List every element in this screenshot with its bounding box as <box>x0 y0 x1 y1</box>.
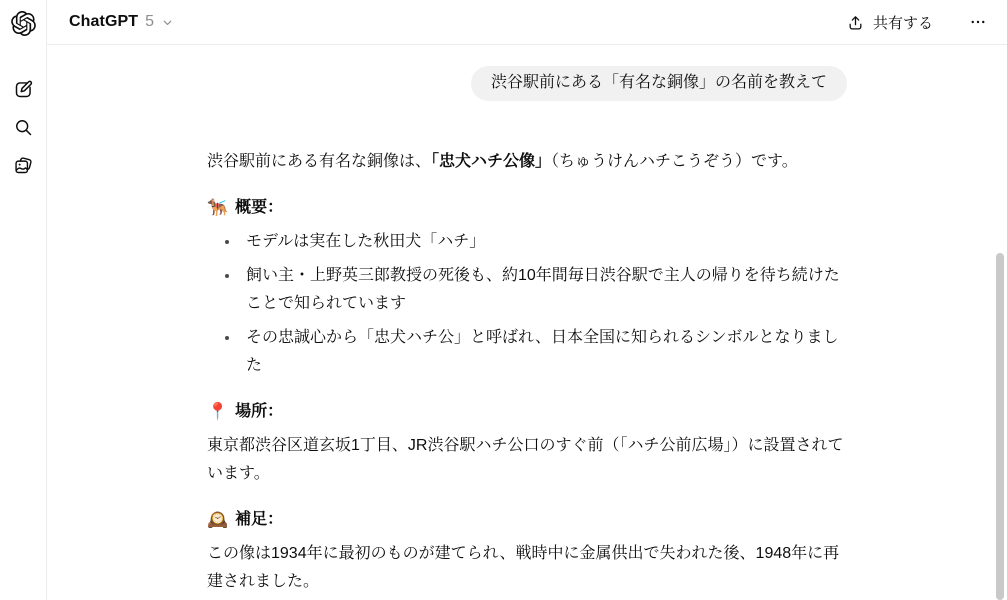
openai-logo[interactable] <box>6 6 40 40</box>
new-chat-icon <box>13 79 34 100</box>
section-note-body: この像は1934年に最初のものが建てられ、戦時中に金属供出で失われた後、1948年に再建されました。 <box>207 545 840 590</box>
user-message-bubble: 渋谷駅前にある「有名な銅像」の名前を教えて <box>471 66 847 101</box>
chat-scroll-area[interactable] <box>47 45 1007 600</box>
library-icon <box>13 155 34 176</box>
more-icon <box>969 13 987 31</box>
pushpin-emoji: 📍 <box>207 402 229 421</box>
top-bar-right <box>841 8 989 37</box>
sidebar-rail <box>0 0 47 600</box>
list-item: • その忠誠心から「忠犬ハチ公」と呼ばれ、日本全国に知られるシンボルとなりました <box>240 324 847 380</box>
list-item: • 飼い主・上野英三郎教授の死後も、約10年間毎日渋谷駅で主人の帰りを待ち続けたことで知られています <box>240 262 847 318</box>
assistant-intro <box>207 148 847 176</box>
conversation-options-button[interactable] <box>967 11 989 33</box>
section-overview-title: 概要： <box>235 199 284 216</box>
clock-emoji: 🕰️ <box>207 510 229 529</box>
section-location-title: 場所： <box>235 403 284 420</box>
openai-logo-icon <box>11 11 36 36</box>
model-switcher[interactable] <box>67 9 176 35</box>
overview-bullet-list <box>207 228 847 380</box>
app-name: ChatGPT <box>69 13 139 30</box>
dog-emoji: 🐕‍🦺 <box>207 198 229 217</box>
section-overview-heading <box>207 194 847 222</box>
intro-bold: 「忠犬ハチ公像」 <box>431 153 552 170</box>
section-note-title: 補足： <box>235 511 284 528</box>
upload-icon <box>847 14 864 31</box>
new-chat-button[interactable] <box>6 72 40 106</box>
assistant-message <box>207 148 847 600</box>
section-note-heading <box>207 506 847 534</box>
message-thread <box>207 45 847 600</box>
main-area <box>47 0 1007 600</box>
intro-pre: 渋谷駅前にある有名な銅像は、 <box>207 153 432 170</box>
section-location-body: 東京都渋谷区道玄坂1丁目、JR渋谷駅ハチ公口のすぐ前（「ハチ公前広場」）に設置されています。 <box>207 437 844 482</box>
intro-post: （ちゅうけんハチこうぞう）です。 <box>551 153 798 170</box>
chevron-down-icon <box>161 16 174 29</box>
share-button[interactable] <box>841 8 939 37</box>
share-button-label: 共有する <box>872 14 933 32</box>
model-version: 5 <box>145 13 155 30</box>
list-item: • モデルは実在した秋田犬「ハチ」 <box>240 228 847 256</box>
sidebar-icon-group <box>6 72 40 182</box>
user-message-row <box>207 66 847 101</box>
scrollbar-thumb[interactable] <box>996 253 1004 600</box>
library-button[interactable] <box>6 148 40 182</box>
section-location-heading <box>207 398 847 426</box>
search-icon <box>13 117 34 138</box>
top-bar <box>47 0 1007 45</box>
search-button[interactable] <box>6 110 40 144</box>
